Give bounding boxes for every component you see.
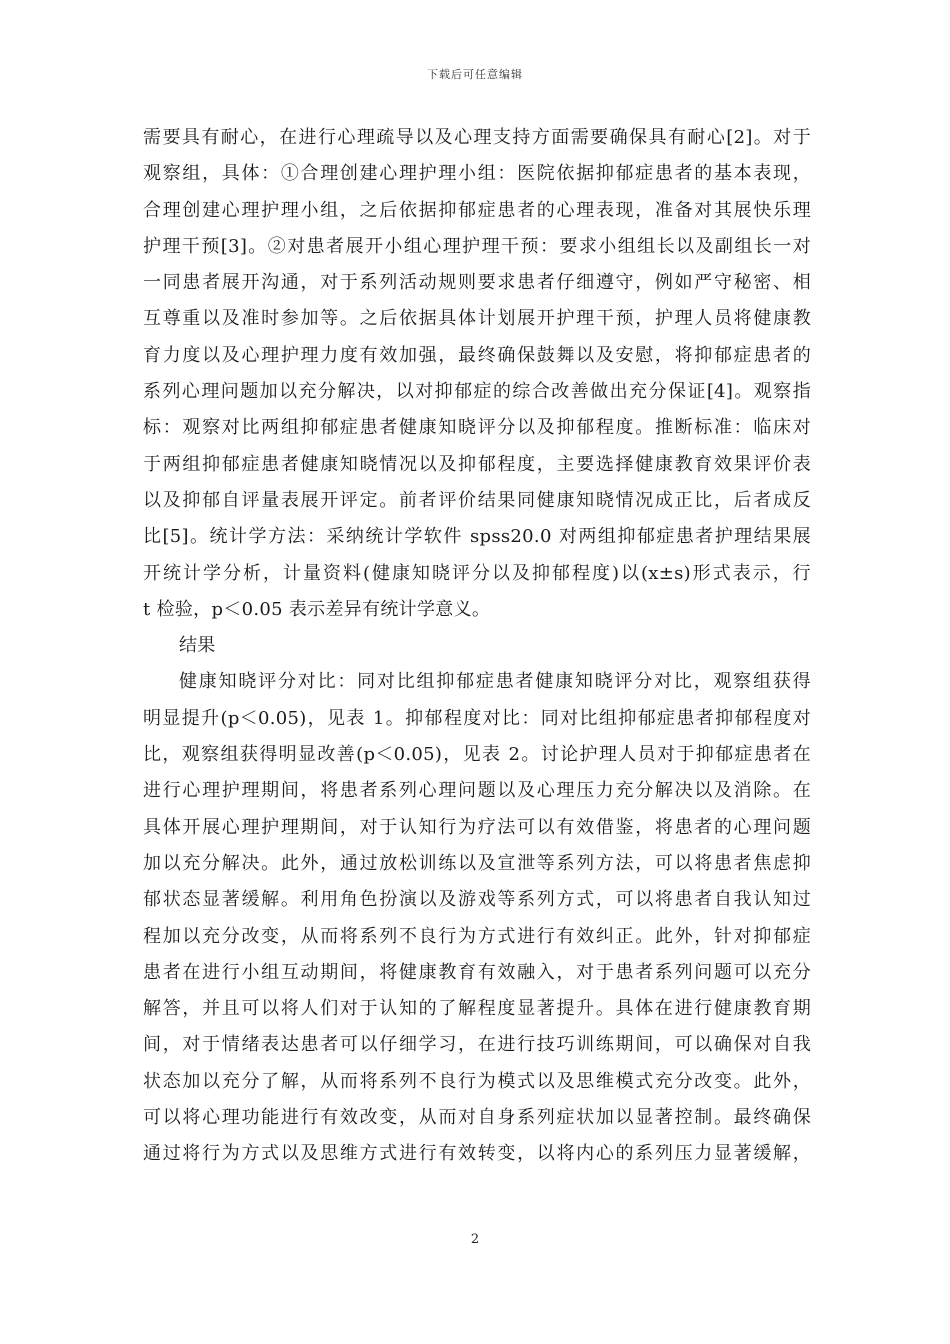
text-line: t 检验，p＜0.05 表示差异有统计学意义。	[143, 598, 491, 620]
document-body	[143, 120, 811, 1173]
header-note: 下载后可任意编辑	[427, 68, 523, 81]
text-line: 合理创建心理护理小组，之后依据抑郁症患者的心理表现，准备对其展快乐理	[143, 199, 811, 221]
text-line: 开统计学分析，计量资料(健康知晓评分以及抑郁程度)以(x±s)形式表示，行	[143, 562, 811, 584]
text-line: 郁状态显著缓解。利用角色扮演以及游戏等系列方式，可以将患者自我认知过	[143, 889, 811, 911]
text-line: 明显提升(p＜0.05)，见表 1。抑郁程度对比：同对比组抑郁症患者抑郁程度对	[143, 707, 811, 729]
text-line: 解答，并且可以将人们对于认知的了解程度显著提升。具体在进行健康教育期	[143, 998, 811, 1020]
text-line: 互尊重以及准时参加等。之后依据具体计划展开护理干预，护理人员将健康教	[143, 308, 811, 330]
text-line: 比[5]。统计学方法：采纳统计学软件 spss20.0 对两组抑郁症患者护理结果展	[143, 526, 811, 548]
text-line: 具体开展心理护理期间，对于认知行为疗法可以有效借鉴，将患者的心理问题	[143, 816, 811, 838]
text-line: 进行心理护理期间，将患者系列心理问题以及心理压力充分解决以及消除。在	[143, 780, 811, 802]
text-line: 以及抑郁自评量表展开评定。前者评价结果同健康知晓情况成正比，后者成反	[143, 489, 811, 511]
text-line: 一同患者展开沟通，对于系列活动规则要求患者仔细遵守，例如严守秘密、相	[143, 272, 811, 294]
text-line: 于两组抑郁症患者健康知晓情况以及抑郁程度，主要选择健康教育效果评价表	[143, 453, 811, 475]
text-line: 健康知晓评分对比：同对比组抑郁症患者健康知晓评分对比，观察组获得	[179, 671, 811, 693]
text-line: 患者在进行小组互动期间，将健康教育有效融入，对于患者系列问题可以充分	[143, 961, 811, 983]
text-line: 系列心理问题加以充分解决，以对抑郁症的综合改善做出充分保证[4]。观察指	[143, 381, 811, 403]
text-line: 可以将心理功能进行有效改变，从而对自身系列症状加以显著控制。最终确保	[143, 1107, 811, 1129]
text-line: 观察组，具体：①合理创建心理护理小组：医院依据抑郁症患者的基本表现，	[143, 163, 811, 185]
text-line: 需要具有耐心，在进行心理疏导以及心理支持方面需要确保具有耐心[2]。对于	[143, 127, 811, 148]
text-line: 加以充分解决。此外，通过放松训练以及宣泄等系列方法，可以将患者焦虑抑	[143, 852, 811, 874]
page-number: 2	[470, 1232, 480, 1247]
text-line: 标：观察对比两组抑郁症患者健康知晓评分以及抑郁程度。推断标准：临床对	[143, 417, 811, 439]
text-line: 通过将行为方式以及思维方式进行有效转变，以将内心的系列压力显著缓解，	[143, 1143, 811, 1165]
text-line: 状态加以充分了解，从而将系列不良行为模式以及思维模式充分改变。此外，	[143, 1070, 811, 1092]
text-line: 间，对于情绪表达患者可以仔细学习，在进行技巧训练期间，可以确保对自我	[143, 1034, 811, 1056]
text-line: 护理干预[3]。②对患者展开小组心理护理干预：要求小组组长以及副组长一对	[143, 235, 811, 257]
section-heading-results: 结果	[179, 635, 216, 657]
text-line: 育力度以及心理护理力度有效加强，最终确保鼓舞以及安慰，将抑郁症患者的	[143, 344, 811, 366]
text-line: 比，观察组获得明显改善(p＜0.05)，见表 2。讨论护理人员对于抑郁症患者在	[143, 744, 811, 766]
text-line: 程加以充分改变，从而将系列不良行为方式进行有效纠正。此外，针对抑郁症	[143, 925, 811, 947]
